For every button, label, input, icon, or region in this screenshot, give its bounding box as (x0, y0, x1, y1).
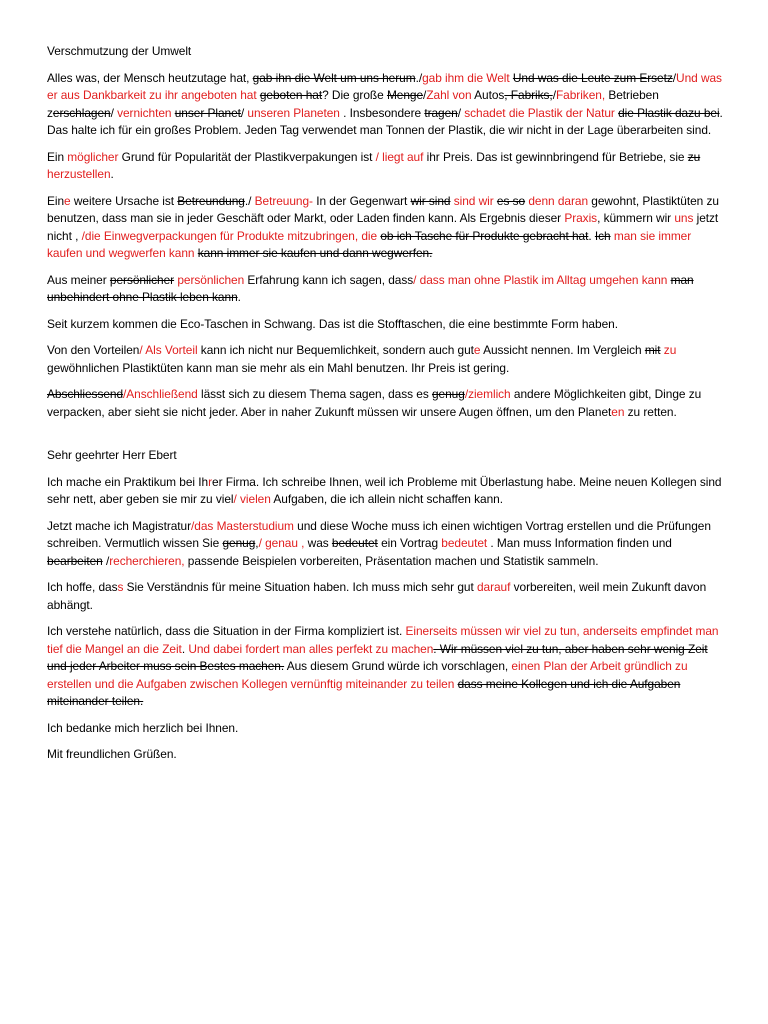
letter-paragraph (47, 746, 728, 764)
correction-text: Betreuung- (254, 193, 313, 208)
body-text: Seit kurzem kommen die Eco-Taschen in Schwang. Das ist die Stofftaschen, die eine bestimmte Form haben. (47, 316, 618, 331)
body-text: Aufgaben, die ich allein nicht schaffen kann. (270, 492, 503, 506)
letter-salutation: Sehr geehrter Herr Ebert (47, 448, 177, 462)
struck-text: tragen (424, 105, 458, 120)
essay-paragraph (47, 342, 728, 377)
struck-text: erschlagen (52, 105, 111, 120)
correction-text: zu (663, 343, 677, 357)
struck-text: Abschliessend (47, 387, 124, 401)
essay-paragraph (47, 316, 728, 334)
body-text: In der Gegenwart (312, 193, 411, 208)
body-text: gewöhnlichen Plastiktüten kann man sie mehr als ein Mahl benutzen. Ihr Preis ist gering. (47, 360, 510, 375)
correction-text: / Als Vorteil (139, 343, 198, 357)
body-text: lässt sich zu diesem Thema sagen, dass es (197, 387, 432, 401)
correction-text: möglicher (67, 149, 119, 164)
essay-paragraph (47, 70, 728, 140)
struck-text: Ich (594, 228, 611, 243)
body-text: . Das halte ich für ein großes Problem. Jeden Tag verwendet man Tonnen der Plastik, die wir nicht in der Lage überarbeiten sind. (47, 105, 723, 137)
correction-text: Und dabei fordert man alles perfekt zu machen (188, 641, 434, 656)
body-text: . (237, 290, 241, 304)
correction-text: recherchieren, (109, 553, 185, 568)
correction-text: herzustellen (47, 167, 111, 181)
body-text: / (423, 88, 427, 102)
body-text: , (255, 536, 259, 550)
correction-text: s (117, 580, 124, 594)
struck-text: Betreundung (177, 193, 245, 208)
correction-text: uns (674, 211, 694, 225)
essay-paragraph (47, 149, 728, 184)
letter-paragraph (47, 474, 728, 509)
body-text: . Insbesondere (339, 105, 425, 120)
body-text: Aussicht nennen. Im Vergleich (480, 343, 645, 357)
struck-text: , Fabriks, (504, 88, 553, 102)
body-text: zu retten. (624, 404, 677, 419)
correction-text: Praxis (564, 211, 598, 225)
correction-text: / genau , (258, 536, 305, 550)
correction-text: /Anschließend (123, 387, 198, 401)
letter-paragraph (47, 720, 728, 738)
body-text: ./ (415, 70, 423, 85)
correction-text: einen Plan der Arbeit gründlich zu erstellen und die Aufgaben zwischen Kollegen vernünftig miteinander zu teilen (47, 659, 688, 691)
body-text: . Man muss Information finden und (487, 536, 672, 550)
body-text: Ich bedanke mich herzlich bei Ihnen. (47, 720, 239, 735)
correction-text: /die Einwegverpackungen für Produkte mitzubringen, die (81, 228, 378, 243)
correction-text: schadet die Plastik der Natur (464, 105, 615, 120)
struck-text: ob ich Tasche für Produkte gebracht hat (380, 228, 589, 243)
correction-text: man sie immer kaufen und wegwerfen kann (47, 228, 692, 260)
struck-text: kann immer sie kaufen und dann wegwerfen. (197, 246, 433, 260)
correction-text: unseren Planeten (247, 105, 340, 120)
struck-text: Menge (386, 88, 424, 102)
correction-text: / liegt auf (375, 149, 424, 164)
body-text: ./ (244, 193, 255, 208)
body-text: Sie Verständnis für meine Situation haben. Ich muss mich sehr gut (123, 580, 477, 594)
body-text: / (240, 105, 248, 120)
body-text: er Firma. Ich schreibe Ihnen, weil ich Probleme mit Überlastung habe. Meine neuen Kollegen sind sehr nett, aber geben sie mir zu viel (47, 474, 722, 506)
correction-text: gab ihm die Welt (422, 70, 510, 85)
correction-text: sind wir (453, 193, 494, 208)
body-text: Ich mache ein Praktikum bei Ih (47, 474, 209, 489)
body-text: Ein (47, 149, 68, 164)
correction-text: denn daran (528, 193, 589, 208)
body-text: / (672, 70, 677, 85)
body-text: / (110, 105, 114, 120)
essay-body (47, 70, 728, 422)
correction-text: r (208, 474, 213, 489)
body-text: Autos (471, 88, 505, 102)
correction-text: persönlichen (177, 272, 245, 287)
struck-text: zu (687, 149, 701, 164)
correction-text: e (473, 343, 481, 357)
body-text: und diese Woche muss ich einen wichtigen Vortrag erstellen und die Prüfungen schreiben. Vermutlich wissen Sie (47, 518, 711, 550)
body-text: Erfahrung kann ich sagen, dass (244, 272, 414, 287)
correction-text: e (64, 193, 71, 208)
struck-text: geboten hat (259, 88, 323, 102)
struck-text: wir sind (410, 193, 451, 208)
body-text: Ich hoffe, das (47, 580, 118, 594)
essay-paragraph (47, 386, 728, 421)
body-text: Betrieben z (47, 88, 659, 120)
essay-paragraph (47, 272, 728, 307)
body-text: Alles was, der Mensch heutzutage hat, (47, 70, 253, 85)
body-text: Ein (47, 193, 65, 208)
body-text: kann ich nicht nur Bequemlichkeit, sondern auch gut (197, 343, 474, 357)
struck-text: bedeutet (331, 536, 378, 550)
body-text: . (110, 167, 114, 181)
body-text: . (588, 228, 595, 243)
body-text: / (552, 88, 556, 102)
body-text: Von den Vorteilen (47, 343, 140, 357)
correction-text: vernichten (113, 105, 172, 120)
struck-text: es so (496, 193, 526, 208)
correction-text: Zahl von (426, 88, 472, 102)
struck-text: mit (644, 343, 661, 357)
body-text: ihr Preis. Das ist gewinnbringend für Betriebe, sie (423, 149, 688, 164)
body-text: Ich verstehe natürlich, dass die Situation in der Firma kompliziert ist. (47, 624, 406, 638)
correction-text: Einerseits müssen wir viel zu tun, anderseits empfindet man tief die Mangel an die Zeit (47, 624, 719, 656)
letter-paragraph (47, 518, 728, 571)
struck-text: die Plastik dazu bei (618, 105, 720, 120)
correction-text: /das Masterstudium (191, 518, 294, 533)
body-text: Aus meiner (47, 272, 110, 287)
correction-text: darauf (476, 580, 511, 594)
correction-text: Und was er aus Dankbarkeit zu ihr angeboten hat (47, 70, 722, 102)
body-text: / (102, 553, 110, 568)
body-text: weitere Ursache ist (70, 193, 178, 208)
body-text: jetzt nicht , (47, 211, 719, 243)
body-text: Mit freundlichen Grüßen. (47, 747, 177, 761)
letter-paragraph (47, 623, 728, 711)
body-text: ein Vortrag (377, 536, 442, 550)
struck-text: persönlicher (109, 272, 175, 287)
struck-text: Und was die Leute zum Ersetz (512, 70, 673, 85)
body-text: passende Beispielen vorbereiten, Präsentation machen und Statistik sammeln. (184, 553, 599, 568)
body-text: Grund für Popularität der Plastikverpakungen ist (118, 149, 376, 164)
essay-paragraph (47, 193, 728, 263)
essay-title: Verschmutzung der Umwelt (47, 44, 192, 58)
section-gap (47, 430, 728, 447)
struck-text: gab ihn die Welt um uns herum (252, 70, 416, 85)
correction-text: Fabriken, (555, 88, 606, 102)
body-text: gewohnt, Plastiktüten zu benutzen, dass man sie in jeder Geschäft oder Markt, oder Laden finden kann. Als Ergebnis dieser (47, 193, 719, 225)
body-text: Jetzt mache ich Magistratur (47, 518, 192, 533)
letter-paragraph (47, 579, 728, 614)
struck-text: dass meine Kollegen und ich die Aufgaben miteinander teilen. (47, 676, 681, 708)
correction-text: / dass man ohne Plastik im Alltag umgehen kann (413, 272, 668, 287)
body-text: was (304, 536, 332, 550)
body-text: andere Möglichkeiten gibt, Dinge zu verpacken, aber sieht sie nicht jeder. Aber in naher Zukunft müssen wir unsere Augen öffnen, um den Planet (47, 387, 702, 419)
letter-body (47, 474, 728, 764)
struck-text: unser Planet (174, 105, 241, 120)
struck-text: . Wir müssen viel zu tun, aber haben sehr wenig Zeit und jeder Arbeiter muss sein Bestes machen. (47, 641, 708, 673)
body-text: . (181, 641, 189, 656)
correction-text: / vielen (233, 492, 271, 506)
correction-text: bedeutet (441, 536, 488, 550)
body-text: , kümmern wir (597, 211, 675, 225)
body-text: vorbereiten, weil mein Zukunft davon abhängt. (47, 580, 707, 612)
body-text: ? Die große (322, 88, 387, 102)
correction-text: en (611, 404, 625, 419)
struck-text: man unbehindert ohne Plastik leben kann (47, 272, 694, 304)
body-text: / (457, 105, 465, 120)
struck-text: genug (431, 387, 465, 401)
struck-text: bearbeiten (47, 553, 103, 568)
body-text: Aus diesem Grund würde ich vorschlagen, (284, 659, 512, 673)
struck-text: genug (222, 536, 256, 550)
correction-text: /ziemlich (464, 387, 511, 401)
